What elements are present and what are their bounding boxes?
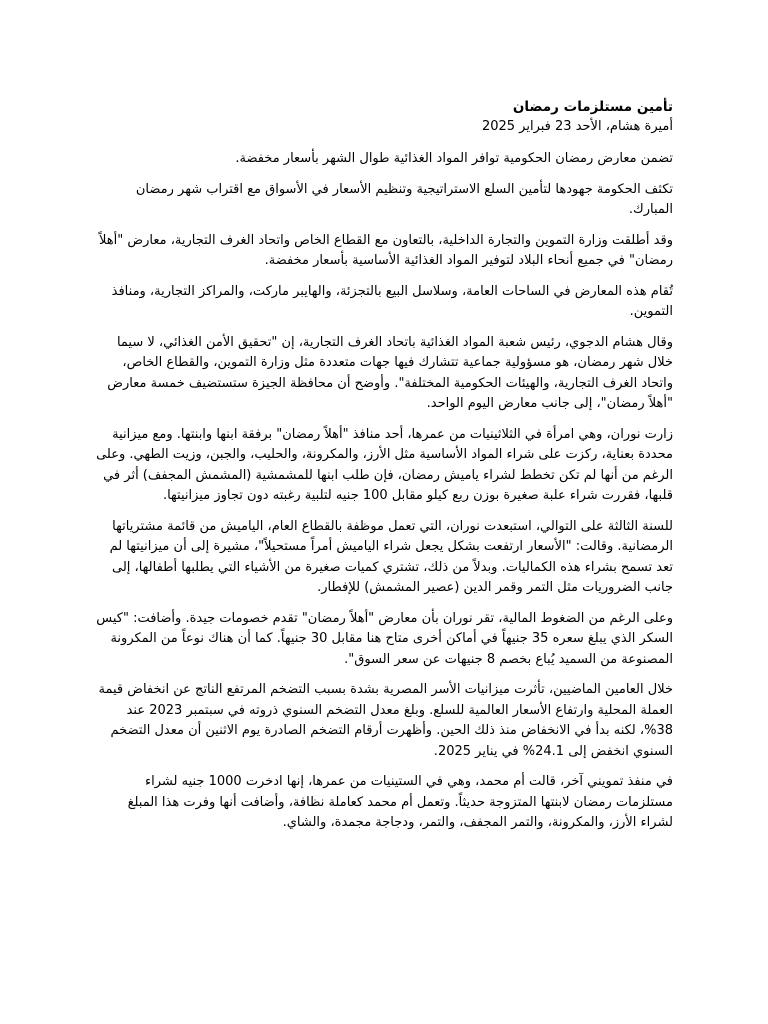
paragraph-1: تضمن معارض رمضان الحكومية توافر المواد الغذائية طوال الشهر بأسعار مخفضة. — [235, 151, 673, 166]
article-title: تأمين مستلزمات رمضان — [512, 99, 673, 115]
paragraph-10: في منفذ تمويني آخر، قالت أم محمد، وهي في الستينيات من عمرها، إنها ادخرت 1000 جنيه لشراء مستلزمات رمضان لابنتها المتزوجة حديثاً. وتعمل أم محمد كعاملة نظافة، وأضافت أنها وفرت هذا المبلغ لشراء الأرز، والمكرونة، والتمر المجفف، والتمر، ودجاجة مجمدة، والشاي. — [127, 774, 673, 830]
paragraph-6: زارت نوران، وهي امرأة في الثلاثينيات من عمرها، أحد منافذ "أهلاً رمضان" برفقة ابنها وابنتها. ومع ميزانية محددة بعناية، ركزت على شراء المواد الأساسية مثل الأرز، والمكرونة، والحليب، والجبن، وزيت الطهي. وعلى الرغم من أنها لم تكن تخطط لشراء ياميش رمضان، فإن طلب ابنها للمشمشية (المشمش المجفف) أثر في قلبها، فقررت شراء علبة صغيرة بوزن ربع كيلو مقابل 100 جنيه لتلبية رغبته دون تجاوز ميزانيتها. — [96, 426, 673, 503]
paragraph-2: تكثف الحكومة جهودها لتأمين السلع الاستراتيجية وتنظيم الأسعار في الأسواق مع اقتراب شهر رمضان المبارك. — [135, 181, 673, 217]
paragraph-4: تُقام هذه المعارض في الساحات العامة، وسلاسل البيع بالتجزئة، والهايبر ماركت، والمراكز التجارية، ومنافذ التموين. — [111, 283, 673, 319]
paragraph-8: وعلى الرغم من الضغوط المالية، تقر نوران بأن معارض "أهلاً رمضان" تقدم خصومات جيدة. وأضافت: "كيس السكر الذي يبلغ سعره 35 جنيهاً في أماكن أخرى متاح هنا مقابل 30 جنيهاً. كما أن هناك نوعاً من المكرونة المصنوعة من السميد يُباع بخصم 8 جنيهات عن سعر السوق". — [96, 610, 673, 667]
article-byline: أميرة هشام، الأحد 23 فبراير 2025 — [481, 119, 673, 134]
paragraph-9: خلال العامين الماضيين، تأثرت ميزانيات الأسر المصرية بشدة بسبب التضخم المرتفع الناتج عن انخفاض قيمة العملة المحلية وارتفاع الأسعار العالمية للسلع. وبلغ معدل التضخم السنوي ذروته في سبتمبر 2023 عند 38%، لكنه بدأ في الانخفاض منذ ذلك الحين. وأظهرت أرقام التضخم الصادرة يوم الاثنين أن معدل التضخم السنوي انخفض إلى 24.1% في يناير 2025. — [98, 682, 673, 759]
paragraph-5: وقال هشام الدجوي، رئيس شعبة المواد الغذائية باتحاد الغرف التجارية، إن "تحقيق الأمن الغذائي، لا سيما خلال شهر رمضان، هو مسؤولية جماعية تتشارك فيها جهات متعددة مثل وزارة التموين، والقطاع الخاص، واتحاد الغرف التجارية، والهيئات الحكومية المختلفة". وأوضح أن محافظة الجيزة ستستضيف خمسة معارض "أهلاً رمضان"، إلى جانب معارض اليوم الواحد. — [107, 334, 673, 411]
paragraph-7: للسنة الثالثة على التوالي، استبعدت نوران، التي تعمل موظفة بالقطاع العام، الياميش من قائمة مشترياتها الرمضانية. وقالت: "الأسعار ارتفعت بشكل يجعل شراء الياميش أمراً مستحيلاً"، مشيرة إلى أن ميزانيتها لم تعد تسمح بشراء هذه الكماليات. وبدلاً من ذلك، تشتري كميات صغيرة من الأشياء التي يطلبها أطفالها، إلى جانب الضروريات مثل التمر وقمر الدين (عصير المشمش) للإفطار. — [109, 518, 673, 595]
document-page — [96, 97, 673, 844]
paragraph-3: وقد أطلقت وزارة التموين والتجارة الداخلية، بالتعاون مع القطاع الخاص واتحاد الغرف التجارية، معارض "أهلاً رمضان" في جميع أنحاء البلاد لتوفير المواد الغذائية الأساسية بأسعار مخفضة. — [99, 232, 673, 268]
